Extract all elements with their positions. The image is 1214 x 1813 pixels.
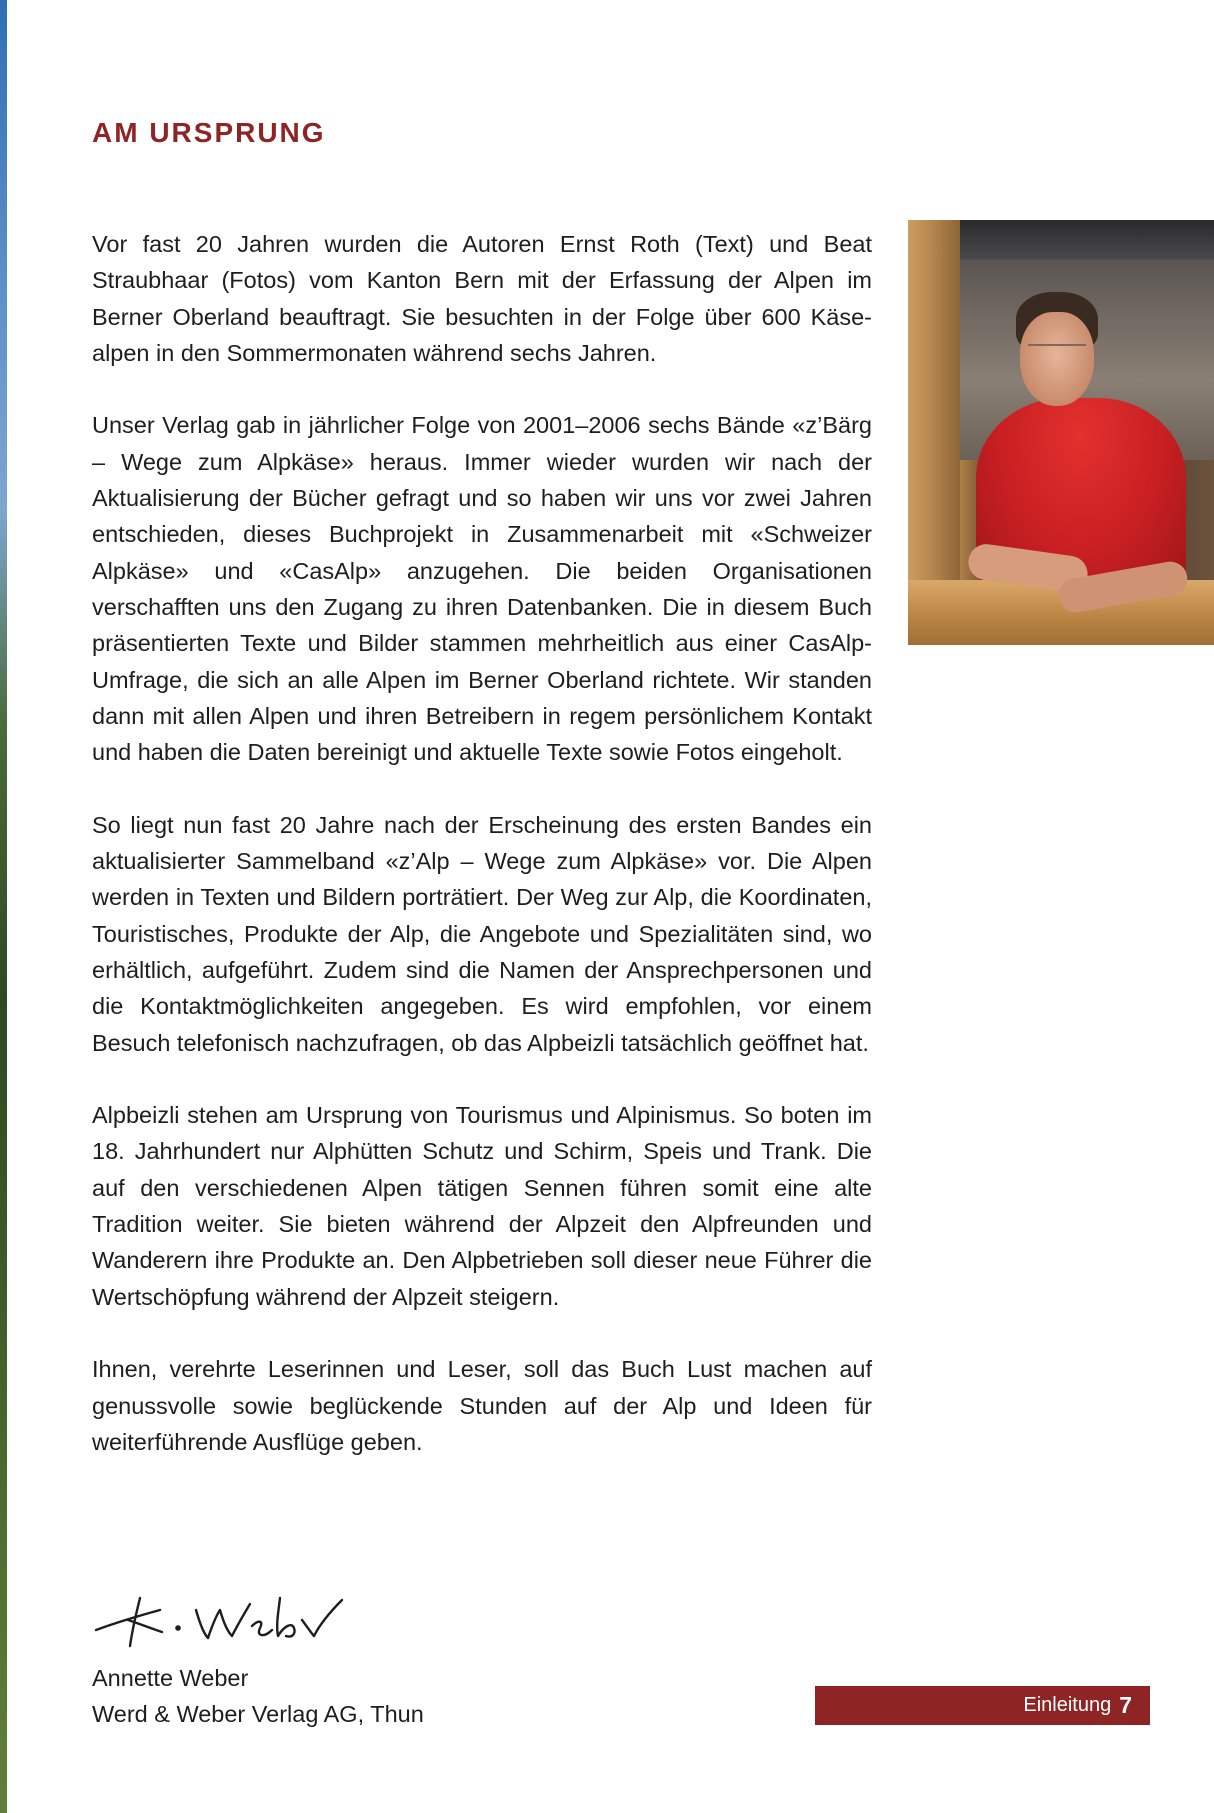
paragraph: So liegt nun fast 20 Jahre nach der Erscheinung des ersten Bandes ein aktualisierter Sammelband «z’Alp – Wege zum Alpkäse» vor. Die Alpen werden in Texten und Bildern porträtiert. Der Weg zur Alp, die Koordinaten, Touristisches, Produkte der Alp, die Angebote und Spezialitäten sind, wo erhältlich, aufgeführt. Zudem sind die Namen der Ansprechpersonen und die Kontaktmöglichkeiten angegeben. Es wird empfohlen, vor einem Besuch telefonisch nachzufragen, ob das Alpbeizli tatsächlich geöffnet hat. (92, 811, 872, 1056)
body-text (92, 226, 872, 1460)
paragraph: Vor fast 20 Jahren wurden die Autoren Ernst Roth (Text) und Beat Straubhaar (Fotos) vom Kanton Bern mit der Erfassung der Alpen im Berner Oberland beauftragt. Sie besuchten in der Folge über 600 Käsealpen in den Sommermonaten während sechs Jahren. (92, 231, 872, 366)
footer-section-label: Einleitung (1023, 1694, 1112, 1716)
cover-photo-edge (0, 0, 7, 1813)
paragraph: Alpbeizli stehen am Ursprung von Tourismus und Alpinismus. So boten im 18. Jahrhundert nur Alphütten Schutz und Schirm, Speis und Trank. Die auf den verschiedenen Alpen tätigen Sennen führen somit eine alte Tradition weiter. Sie bieten während der Alpzeit den Alpfreunden und Wanderern ihre Produkte an. Den Alpbetrieben soll dieser neue Führer die Wertschöpfung während der Alpzeit steigern. (92, 1102, 872, 1310)
signature-block (92, 1660, 424, 1732)
paragraph: Ihnen, verehrte Leserinnen und Leser, soll das Buch Lust machen auf genussvolle sowie beglückende Stunden auf der Alp und Ideen für weiterführende Ausflüge geben. (92, 1356, 872, 1455)
page-title: AM URSPRUNG (92, 117, 326, 148)
photo-glasses (1028, 344, 1086, 360)
portrait-photo (908, 220, 1214, 645)
photo-ceiling (948, 220, 1214, 260)
page-number: 7 (1119, 1692, 1132, 1718)
publisher-name: Werd & Weber Verlag AG, Thun (92, 1701, 424, 1727)
paragraph: Unser Verlag gab in jährlicher Folge von 2001–2006 sechs Bände «z’Bärg – Wege zum Alpkäse» heraus. Immer wieder wurden wir nach der Aktualisierung der Bücher gefragt und so haben wir uns vor zwei Jahren entschieden, dieses Buchprojekt in Zusammenarbeit mit «Schweizer Alpkäse» und «CasAlp» anzugehen. Die beiden Organisationen verschafften uns den Zugang zu ihren Datenbanken. Die in diesem Buch präsentierten Texte und Bilder stammen mehrheitlich aus einer CasAlp-Umfrage, die sich an alle Alpen im Berner Oberland richtete. Wir standen dann mit allen Alpen und ihren Betreibern in regem persönlichem Kontakt und haben die Daten bereinigt und aktuelle Texte sowie Fotos eingeholt. (92, 412, 872, 766)
handwritten-signature (88, 1580, 348, 1660)
page-footer (815, 1686, 1150, 1725)
signer-name: Annette Weber (92, 1665, 249, 1691)
